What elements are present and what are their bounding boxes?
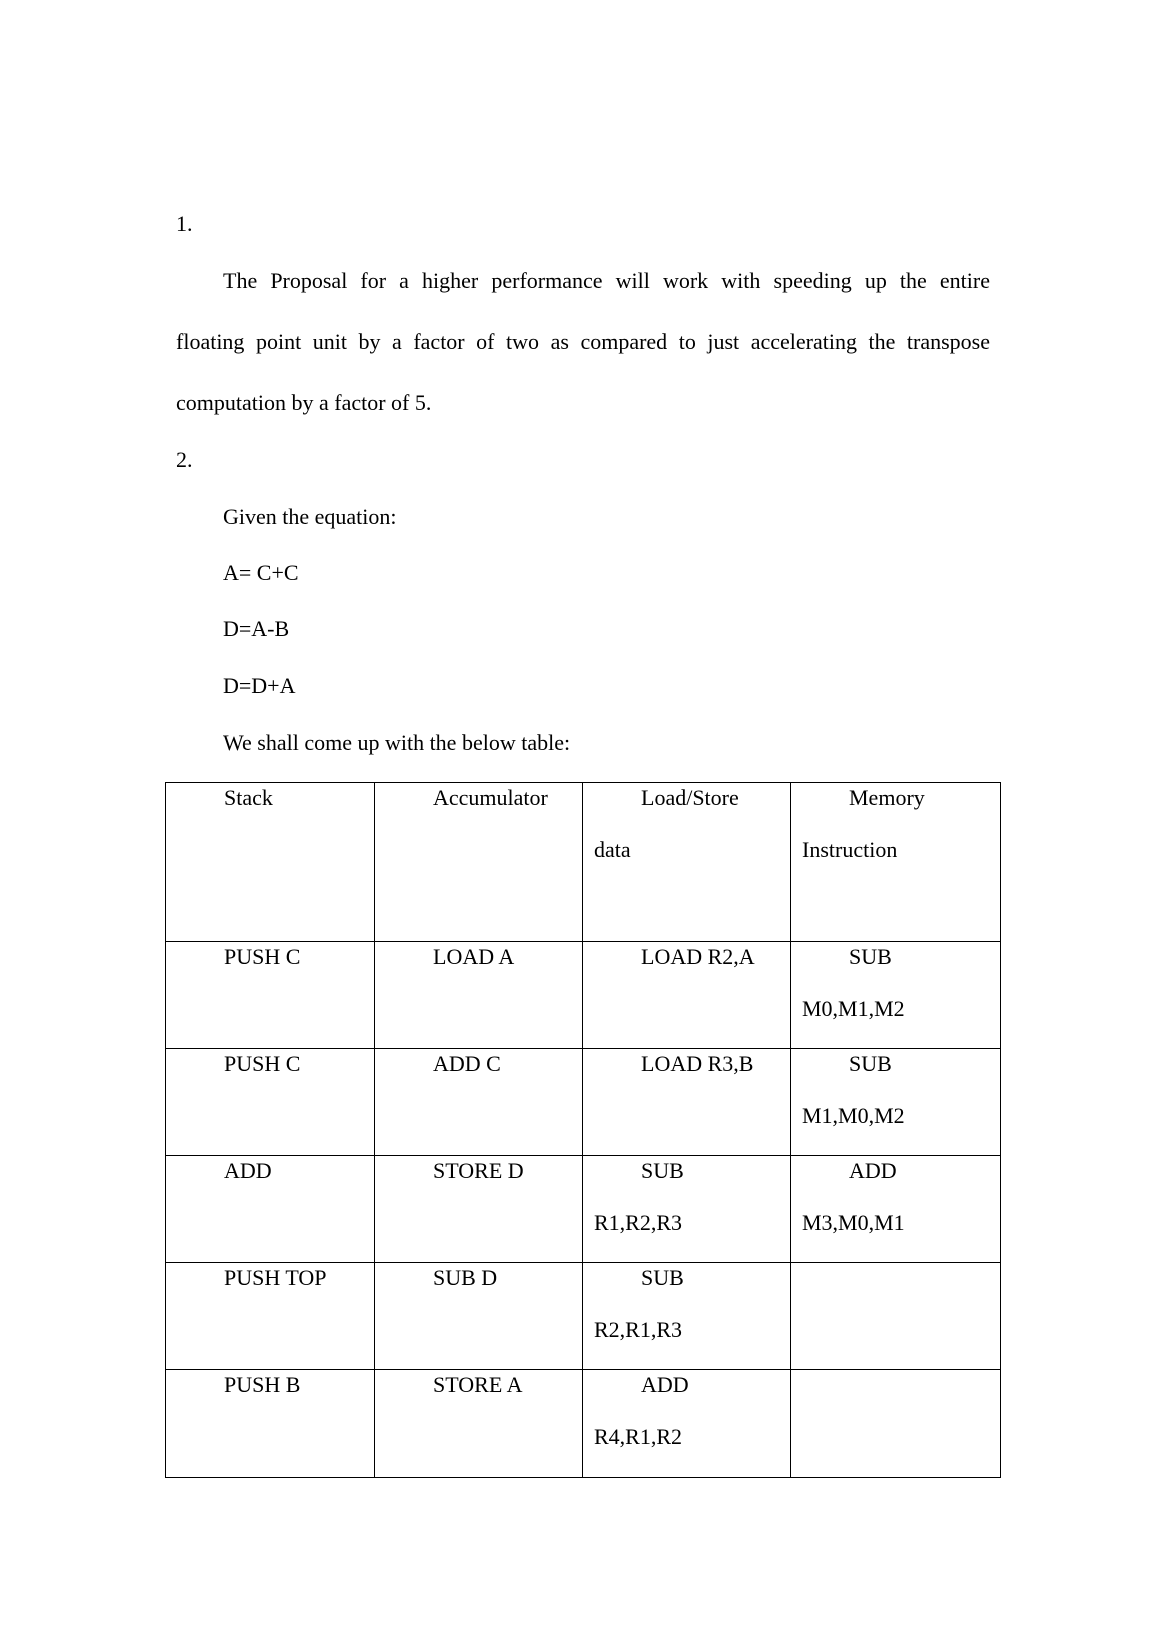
paragraph-line-2: floating point unit by a factor of two as compared to just accelerating the transpose [176,329,990,354]
table-cell [791,1156,1001,1263]
table-cell [791,1370,1001,1478]
cell-accumulator: LOAD A [433,944,515,969]
instruction-comparison-table [165,782,1001,1478]
table-cell [375,942,583,1049]
cell-stack: PUSH B [224,1372,301,1397]
equation-3: D=D+A [223,673,296,698]
cell-memory: SUB [849,1051,892,1076]
header-stack: Stack [224,785,273,810]
header-memory: Memory [849,785,925,810]
header-cell-memory [791,783,1001,942]
cell-stack: PUSH C [224,1051,301,1076]
item-number-2: 2. [176,447,193,472]
header-accumulator: Accumulator [433,785,548,810]
cell-load-store-line2: R4,R1,R2 [594,1424,683,1449]
table-row [166,942,1001,1049]
table-cell [791,942,1001,1049]
cell-load-store: LOAD R2,A [641,944,755,969]
cell-memory-line2: M0,M1,M2 [802,996,905,1021]
cell-accumulator: ADD C [433,1051,501,1076]
table-row [166,1263,1001,1370]
table-cell [375,1049,583,1156]
table-header-row [166,783,1001,942]
header-load-store: Load/Store [641,785,739,810]
cell-memory: ADD [849,1158,897,1183]
header-cell-stack [166,783,375,942]
cell-load-store: SUB [641,1158,684,1183]
table-cell [791,1049,1001,1156]
given-equation-label: Given the equation: [223,504,397,529]
cell-accumulator: STORE D [433,1158,524,1183]
table-cell [166,1370,375,1478]
header-load-store-line2: data [594,837,631,862]
cell-memory-line2: M3,M0,M1 [802,1210,905,1235]
cell-accumulator: SUB D [433,1265,498,1290]
table-cell [166,1263,375,1370]
cell-memory: SUB [849,944,892,969]
cell-load-store-line2: R1,R2,R3 [594,1210,683,1235]
table-cell [166,942,375,1049]
header-cell-accumulator [375,783,583,942]
table-row [166,1156,1001,1263]
header-memory-line2: Instruction [802,837,898,862]
table-cell [791,1263,1001,1370]
cell-accumulator: STORE A [433,1372,523,1397]
cell-stack: ADD [224,1158,272,1183]
cell-stack: PUSH TOP [224,1265,327,1290]
table-cell [375,1156,583,1263]
table-intro: We shall come up with the below table: [223,730,571,755]
paragraph-line-1: The Proposal for a higher performance will work with speeding up the entire [223,268,990,293]
table-cell [375,1263,583,1370]
table-cell [583,1370,791,1478]
cell-memory-line2: M1,M0,M2 [802,1103,905,1128]
equation-2: D=A-B [223,616,290,641]
table-cell [375,1370,583,1478]
table-cell [583,1263,791,1370]
table-cell [166,1156,375,1263]
cell-stack: PUSH C [224,944,301,969]
item-number-1: 1. [176,211,193,236]
cell-load-store-line2: R2,R1,R3 [594,1317,683,1342]
paragraph-line-3: computation by a factor of 5. [176,390,432,415]
header-cell-load-store [583,783,791,942]
table-cell [583,1156,791,1263]
table-cell [583,1049,791,1156]
cell-load-store: SUB [641,1265,684,1290]
cell-load-store: LOAD R3,B [641,1051,754,1076]
table-cell [583,942,791,1049]
table-row [166,1370,1001,1478]
table-row [166,1049,1001,1156]
table-cell [166,1049,375,1156]
equation-1: A= C+C [223,560,299,585]
cell-load-store: ADD [641,1372,689,1397]
